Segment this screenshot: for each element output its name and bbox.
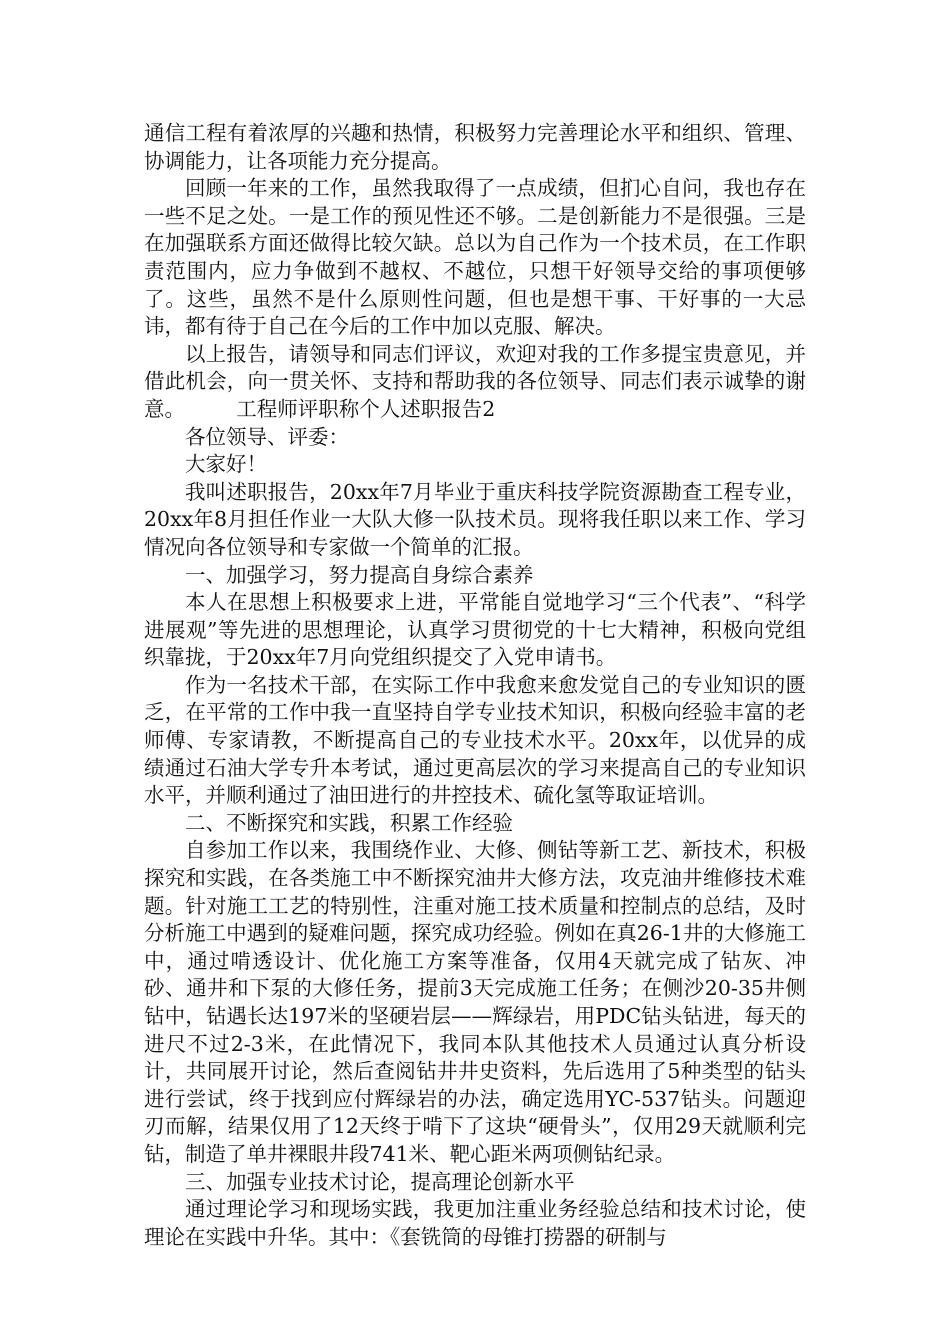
paragraph-section-3: 通过理论学习和现场实践，我更加注重业务经验总结和技术讨论，使理论在实践中升华。其中：《套铣筒的母锥打捞器的研制与 — [144, 1197, 806, 1249]
paragraph-1: 通信工程有着浓厚的兴趣和热情，积极努力完善理论水平和组织、管理、协调能力，让各项能力充分提高。 — [144, 121, 806, 173]
document-body — [144, 120, 806, 1251]
greeting: 大家好！ — [185, 452, 267, 477]
paragraph-intro: 我叫述职报告，20xx年7月毕业于重庆科技学院资源勘查工程专业，20xx年8月担任作业一大队大修一队技术员。现将我任职以来工作、学习情况向各位领导和专家做一个简单的汇报。 — [144, 479, 806, 559]
salutation: 各位领导、评委： — [185, 424, 349, 449]
paragraph-section-1a: 本人在思想上积极要求上进，平常能自觉地学习“三个代表”、“科学进展观”等先进的思想理论，认真学习贯彻党的十七大精神，积极向党组织靠拢，于20xx年7月向党组织提交了入党申请书。 — [144, 590, 806, 670]
section-heading-2: 二、不断探究和实践，积累工作经验 — [185, 810, 513, 835]
paragraph-2: 回顾一年来的工作，虽然我取得了一点成绩，但扪心自问，我也存在一些不足之处。一是工作的预见性还不够。二是创新能力不是很强。三是在加强联系方面还做得比较欠缺。总以为自己作为一个技术员，在工作职责范围内，应力争做到不越权、不越位，只想干好领导交给的事项便够了。这些，虽然不是什么原则性问题，但也是想干事、干好事的一大忌讳，都有待于自己在今后的工作中加以克服、解决。 — [144, 176, 806, 339]
paragraph-section-2: 自参加工作以来，我围绕作业、大修、侧钻等新工艺、新技术，积极探究和实践，在各类施工中不断探究油井大修方法，攻克油井维修技术难题。针对施工工艺的特别性，注重对施工技术质量和控制点的总结，及时分析施工中遇到的疑难问题，探究成功经验。例如在真26-1井的大修施工中，通过啃透设计、优化施工方案等准备，仅用4天就完成了钻灰、冲砂、通井和下泵的大修任务，提前3天完成施工任务；在侧沙20-35井侧钻中，钻遇长达197米的坚硬岩层——辉绿岩，用PDC钻头钻进，每天的进尺不过2-3米，在此情况下，我同本队其他技术人员通过认真分析设计，共同展开讨论，然后查阅钻井井史资料，先后选用了5种类型的钻头进行尝试，终于找到应付辉绿岩的办法，确定选用YC-537钻头。问题迎刃而解，结果仅用了12天终于啃下了这块“硬骨头”，仅用29天就顺利完钻，制造了单井裸眼井段741米、靶心距米两项侧钻纪录。 — [144, 838, 806, 1166]
section-heading-3: 三、加强专业技术讨论，提高理论创新水平 — [185, 1169, 575, 1194]
paragraph-section-1b: 作为一名技术干部，在实际工作中我愈来愈发觉自己的专业知识的匮乏，在平常的工作中我一直坚持自学专业技术知识，积极向经验丰富的老师傅、专家请教，不断提高自己的专业技术水平。20xx年，以优异的成绩通过石油大学专升本考试，通过更高层次的学习来提高自己的专业知识水平，并顺利通过了油田进行的井控技术、硫化氢等取证培训。 — [144, 672, 806, 808]
paragraph-3: 以上报告，请领导和同志们评议，欢迎对我的工作多提宝贵意见，并借此机会，向一贯关怀、支持和帮助我的各位领导、同志们表示诚挚的谢意。 工程师评职称个人述职报告2 — [144, 341, 806, 421]
section-heading-1: 一、加强学习，努力提高自身综合素养 — [185, 562, 534, 587]
